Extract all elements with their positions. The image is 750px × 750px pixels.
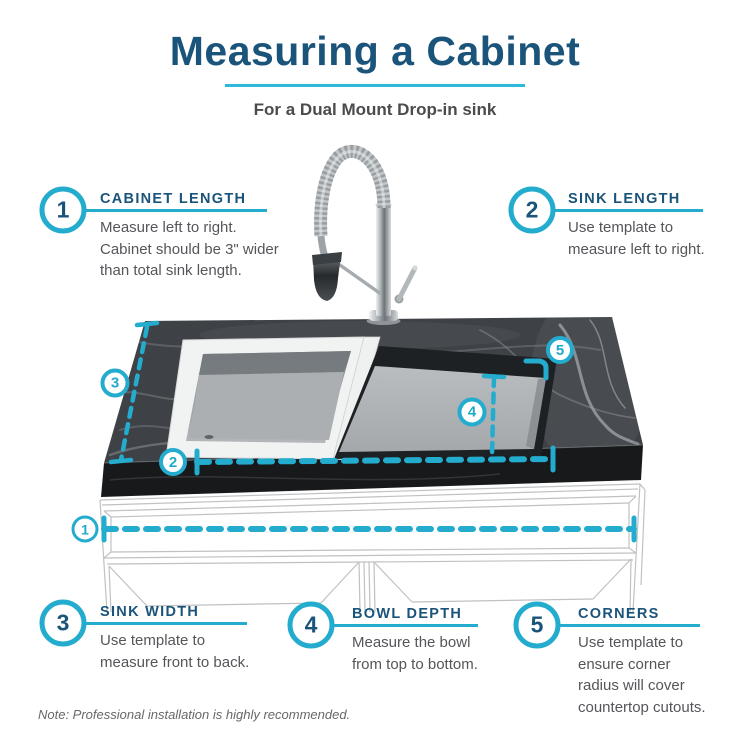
callout-5-line: Use template to — [578, 634, 684, 651]
sink-left-dropin — [166, 337, 364, 459]
callout-5-body — [578, 632, 706, 718]
callout-5-circle — [514, 602, 561, 649]
diagram-marker-3-number: 3 — [110, 374, 120, 392]
callout-5-line: ensure corner — [578, 655, 671, 673]
callout-4-circle — [288, 602, 335, 649]
callout-2-circle — [509, 187, 556, 234]
callout-1-line: Cabinet should be 3" wider — [100, 240, 279, 258]
page-subtitle: For a Dual Mount Drop-in sink — [253, 100, 497, 119]
callout-1-number: 1 — [56, 196, 70, 223]
footer-note: Note: Professional installation is highly recommended. — [38, 707, 351, 722]
diagram-marker-4-number: 4 — [467, 403, 477, 421]
callout-5-rule — [560, 624, 700, 627]
callout-4-number: 4 — [304, 611, 318, 638]
callout-5-title: CORNERS — [578, 606, 660, 622]
callout-3-line: Use template to — [100, 632, 206, 649]
callout-2-line: Use template to — [568, 219, 674, 236]
callout-2-line: measure left to right. — [568, 240, 705, 258]
callout-1-circle — [40, 187, 87, 234]
callout-2-title: SINK LENGTH — [568, 191, 681, 207]
callout-1-title: CABINET LENGTH — [100, 191, 247, 207]
diagram-marker-2-number: 2 — [168, 453, 178, 471]
callout-2-body — [568, 217, 705, 260]
callout-3-line: measure front to back. — [100, 653, 250, 671]
page-title: Measuring a Cabinet — [169, 28, 581, 74]
callout-2-number: 2 — [525, 196, 539, 223]
callout-5-number: 5 — [530, 611, 544, 638]
callout-1-body — [100, 217, 279, 282]
cabinet-wireframe — [100, 484, 645, 612]
callout-4-rule — [334, 624, 478, 627]
faucet — [312, 151, 418, 325]
callout-1-line: than total sink length. — [100, 262, 242, 279]
callout-4-title: BOWL DEPTH — [352, 606, 463, 622]
callout-1-line: Measure left to right. — [100, 219, 237, 236]
callout-3-circle — [40, 600, 87, 647]
diagram-marker-cabinet-length — [72, 516, 99, 543]
callout-3-rule — [86, 622, 247, 625]
callout-3-title: SINK WIDTH — [100, 604, 200, 620]
callout-2-rule — [555, 209, 703, 212]
diagram-marker-1-number: 1 — [81, 521, 89, 537]
diagram-marker-bowl-depth — [458, 398, 487, 427]
diagram-marker-sink-width — [101, 369, 130, 398]
callout-4-line: from top to bottom. — [352, 655, 478, 673]
callout-3-number: 3 — [56, 609, 70, 636]
callout-5-line: countertop cutouts. — [578, 698, 706, 716]
callout-3-body — [100, 630, 249, 673]
callout-1-rule — [86, 209, 267, 212]
diagram-marker-corners — [546, 336, 574, 364]
diagram-marker-5-number: 5 — [555, 341, 565, 359]
callout-4-line: Measure the bowl — [352, 634, 471, 651]
callout-4-body — [352, 632, 478, 675]
diagram-marker-sink-length — [159, 448, 187, 476]
callout-5-line: radius will cover — [578, 677, 685, 694]
